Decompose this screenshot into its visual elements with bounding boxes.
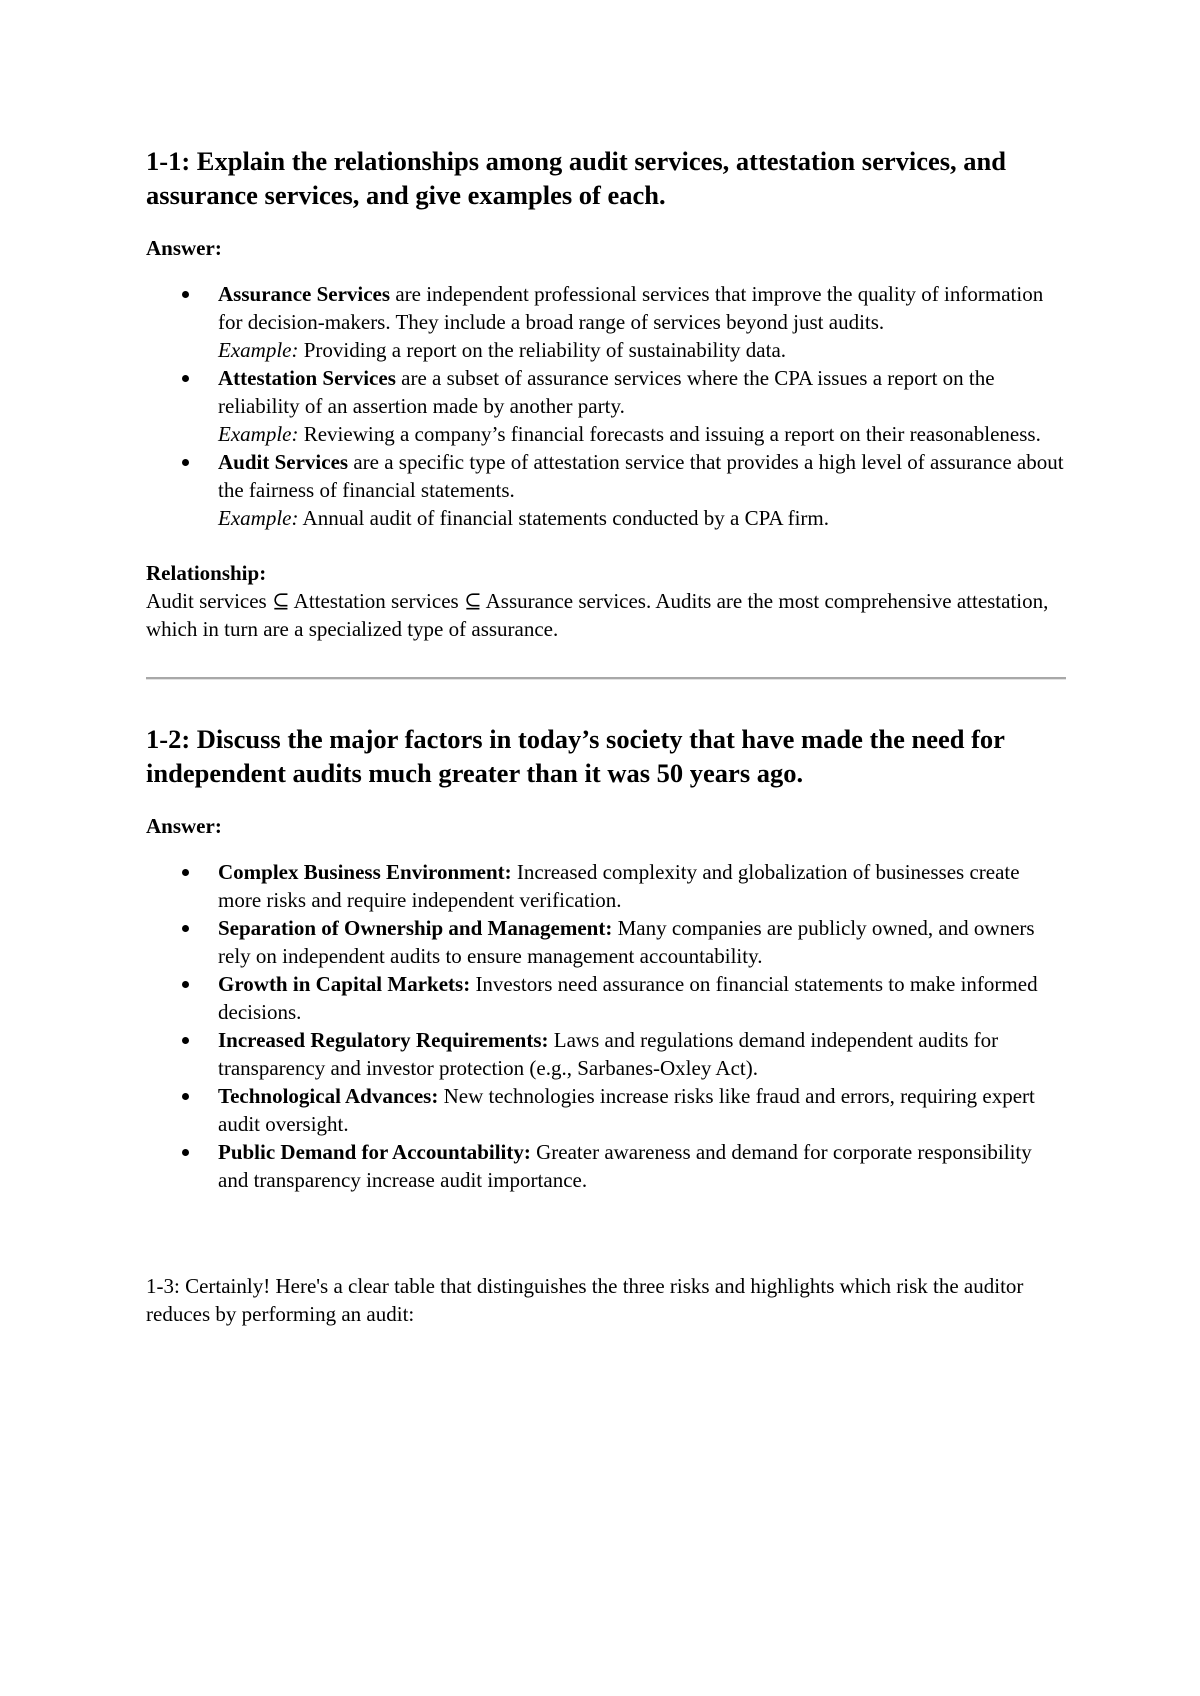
document-page	[146, 144, 1066, 1328]
term: Audit Services	[218, 450, 349, 474]
example-text: Reviewing a company’s financial forecasts and issuing a report on their reasonableness.	[298, 422, 1041, 446]
list-item	[218, 858, 1066, 914]
example-label: Example:	[218, 338, 299, 362]
term: Assurance Services	[218, 282, 391, 306]
term: Complex Business Environment:	[218, 860, 512, 884]
list-item	[218, 1082, 1066, 1138]
bullet-icon	[182, 291, 189, 298]
term: Separation of Ownership and Management:	[218, 916, 613, 940]
answer-label: Answer:	[146, 236, 222, 260]
term: Technological Advances:	[218, 1084, 439, 1108]
answer-label: Answer:	[146, 814, 222, 838]
example	[218, 336, 1066, 364]
bullet-icon	[182, 981, 189, 988]
description: Laws and regulations demand independent audits for transparency and investor protection (e.g., Sarbanes-Oxley Act).	[218, 1028, 999, 1080]
list-item	[218, 448, 1066, 532]
bullet-icon	[182, 459, 189, 466]
list-item	[218, 970, 1066, 1026]
description: Greater awareness and demand for corporate responsibility and transparency increase audit importance.	[218, 1140, 1032, 1192]
example-text: Providing a report on the reliability of sustainability data.	[298, 338, 787, 362]
list-item	[218, 914, 1066, 970]
term: Attestation Services	[218, 366, 396, 390]
description: New technologies increase risks like fraud and errors, requiring expert audit oversight.	[218, 1084, 1035, 1136]
term: Public Demand for Accountability:	[218, 1140, 531, 1164]
q1-answer-list	[146, 280, 1066, 532]
description: Increased complexity and globalization of businesses create more risks and require independent verification.	[218, 860, 1020, 912]
example	[218, 504, 1066, 532]
bullet-icon	[182, 1093, 189, 1100]
bullet-icon	[182, 1149, 189, 1156]
bullet-icon	[182, 869, 189, 876]
relationship-text: Audit services ⊆ Attestation services ⊆ Assurance services. Audits are the most comprehensive attestation, which in turn are a specialized type of assurance.	[146, 589, 1049, 641]
description: are independent professional services that improve the quality of information for decision-makers. They include a broad range of services beyond just audits.	[218, 282, 1044, 334]
question-1-3-text: 1-3: Certainly! Here's a clear table that distinguishes the three risks and highlights which risk the auditor reduces by performing an audit:	[146, 1274, 1024, 1326]
question-1-2-heading: 1-2: Discuss the major factors in today’s society that have made the need for independent audits much greater than it was 50 years ago.	[146, 724, 1005, 788]
example-text: Annual audit of financial statements conducted by a CPA firm.	[298, 506, 830, 530]
list-item	[218, 280, 1066, 364]
example-label: Example:	[218, 422, 299, 446]
bullet-icon	[182, 375, 189, 382]
example-label: Example:	[218, 506, 299, 530]
example	[218, 420, 1066, 448]
question-1-1-heading: 1-1: Explain the relationships among audit services, attestation services, and assurance services, and give examples of each.	[146, 146, 1007, 210]
bullet-icon	[182, 1037, 189, 1044]
bullet-icon	[182, 925, 189, 932]
relationship-title: Relationship:	[146, 561, 267, 585]
description: are a specific type of attestation service that provides a high level of assurance about the fairness of financial statements.	[218, 450, 1064, 502]
description: are a subset of assurance services where the CPA issues a report on the reliability of an assertion made by another party.	[218, 366, 995, 418]
term: Growth in Capital Markets:	[218, 972, 471, 996]
list-item	[218, 364, 1066, 448]
list-item	[218, 1026, 1066, 1082]
list-item	[218, 1138, 1066, 1194]
term: Increased Regulatory Requirements:	[218, 1028, 549, 1052]
q2-answer-list	[146, 858, 1066, 1194]
section-divider	[146, 677, 1066, 680]
description: Many companies are publicly owned, and owners rely on independent audits to ensure management accountability.	[218, 916, 1035, 968]
description: Investors need assurance on financial statements to make informed decisions.	[218, 972, 1038, 1024]
